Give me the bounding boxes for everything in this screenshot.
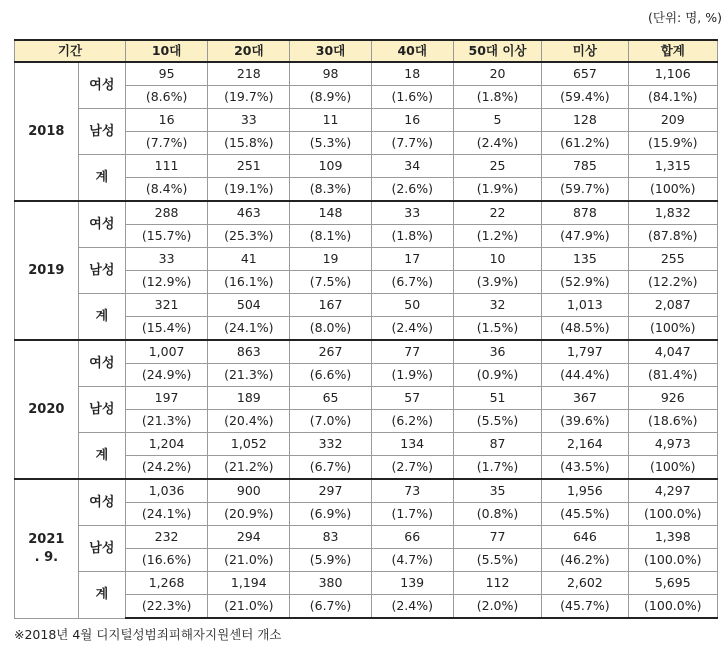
percent-cell: (1.5%)	[453, 317, 541, 341]
count-cell: 35	[453, 479, 541, 503]
count-cell: 51	[453, 387, 541, 410]
count-cell: 267	[290, 340, 371, 364]
percent-cell: (8.3%)	[290, 178, 371, 202]
header-unknown: 미상	[542, 40, 628, 62]
count-cell: 33	[208, 109, 290, 132]
count-cell: 167	[290, 294, 371, 317]
percent-cell: (22.3%)	[125, 595, 207, 619]
count-cell: 1,106	[628, 62, 717, 86]
percent-cell: (16.1%)	[208, 271, 290, 294]
count-cell: 98	[290, 62, 371, 86]
percent-cell: (59.4%)	[542, 86, 628, 109]
count-cell: 25	[453, 155, 541, 178]
count-cell: 2,087	[628, 294, 717, 317]
count-cell: 926	[628, 387, 717, 410]
percent-cell: (8.6%)	[125, 86, 207, 109]
percent-cell: (1.2%)	[453, 225, 541, 248]
table-header-row	[15, 40, 718, 62]
percent-cell: (15.9%)	[628, 132, 717, 155]
count-cell: 218	[208, 62, 290, 86]
table-row	[15, 294, 718, 317]
percent-cell: (2.4%)	[453, 132, 541, 155]
percent-cell: (100%)	[628, 456, 717, 480]
count-cell: 128	[542, 109, 628, 132]
count-cell: 288	[125, 201, 207, 225]
percent-cell: (24.9%)	[125, 364, 207, 387]
count-cell: 65	[290, 387, 371, 410]
year-label: 2018	[15, 62, 79, 201]
gender-label: 남성	[78, 526, 125, 572]
count-cell: 2,164	[542, 433, 628, 456]
year-label: 2020	[15, 340, 79, 479]
header-thirties: 30대	[290, 40, 371, 62]
percent-cell: (59.7%)	[542, 178, 628, 202]
count-cell: 297	[290, 479, 371, 503]
gender-label: 남성	[78, 248, 125, 294]
count-cell: 463	[208, 201, 290, 225]
count-cell: 5,695	[628, 572, 717, 595]
table-row	[15, 155, 718, 178]
table-row	[15, 387, 718, 410]
count-cell: 77	[371, 340, 453, 364]
count-cell: 32	[453, 294, 541, 317]
count-cell: 139	[371, 572, 453, 595]
percent-cell: (1.6%)	[371, 86, 453, 109]
count-cell: 10	[453, 248, 541, 271]
count-cell: 34	[371, 155, 453, 178]
count-cell: 41	[208, 248, 290, 271]
percent-cell: (6.7%)	[290, 456, 371, 480]
table-body	[15, 62, 718, 618]
header-twenties: 20대	[208, 40, 290, 62]
percent-cell: (47.9%)	[542, 225, 628, 248]
percent-cell: (39.6%)	[542, 410, 628, 433]
count-cell: 20	[453, 62, 541, 86]
percent-cell: (21.3%)	[125, 410, 207, 433]
count-cell: 73	[371, 479, 453, 503]
count-cell: 66	[371, 526, 453, 549]
percent-cell: (8.9%)	[290, 86, 371, 109]
percent-cell: (8.4%)	[125, 178, 207, 202]
percent-cell: (5.5%)	[453, 410, 541, 433]
percent-cell: (1.7%)	[453, 456, 541, 480]
count-cell: 197	[125, 387, 207, 410]
percent-cell: (19.1%)	[208, 178, 290, 202]
percent-cell: (0.8%)	[453, 503, 541, 526]
count-cell: 109	[290, 155, 371, 178]
percent-cell: (1.8%)	[453, 86, 541, 109]
percent-cell: (44.4%)	[542, 364, 628, 387]
percent-cell: (7.0%)	[290, 410, 371, 433]
percent-cell: (12.2%)	[628, 271, 717, 294]
percent-cell: (100%)	[628, 178, 717, 202]
percent-cell: (52.9%)	[542, 271, 628, 294]
percent-cell: (6.6%)	[290, 364, 371, 387]
header-fifties-plus: 50대 이상	[453, 40, 541, 62]
footnote: ※2018년 4월 디지털성범죄피해자지원센터 개소	[14, 627, 282, 642]
count-cell: 77	[453, 526, 541, 549]
percent-cell: (24.1%)	[125, 503, 207, 526]
table-row	[15, 201, 718, 225]
percent-cell: (46.2%)	[542, 549, 628, 572]
count-cell: 2,602	[542, 572, 628, 595]
gender-label: 여성	[78, 479, 125, 526]
count-cell: 19	[290, 248, 371, 271]
percent-cell: (2.0%)	[453, 595, 541, 619]
count-cell: 36	[453, 340, 541, 364]
percent-cell: (2.7%)	[371, 456, 453, 480]
count-cell: 1,194	[208, 572, 290, 595]
percent-cell: (21.3%)	[208, 364, 290, 387]
percent-cell: (1.9%)	[371, 364, 453, 387]
count-cell: 657	[542, 62, 628, 86]
statistics-table	[14, 39, 718, 619]
count-cell: 16	[371, 109, 453, 132]
table-row	[15, 572, 718, 595]
count-cell: 367	[542, 387, 628, 410]
count-cell: 232	[125, 526, 207, 549]
percent-cell: (6.7%)	[290, 595, 371, 619]
count-cell: 1,204	[125, 433, 207, 456]
count-cell: 50	[371, 294, 453, 317]
percent-cell: (20.9%)	[208, 503, 290, 526]
percent-cell: (21.0%)	[208, 595, 290, 619]
percent-cell: (5.3%)	[290, 132, 371, 155]
count-cell: 255	[628, 248, 717, 271]
percent-cell: (2.6%)	[371, 178, 453, 202]
table-row	[15, 62, 718, 86]
percent-cell: (6.7%)	[371, 271, 453, 294]
count-cell: 1,398	[628, 526, 717, 549]
percent-cell: (21.0%)	[208, 549, 290, 572]
count-cell: 1,956	[542, 479, 628, 503]
percent-cell: (100.0%)	[628, 595, 717, 619]
gender-label: 남성	[78, 109, 125, 155]
table-row	[15, 433, 718, 456]
count-cell: 646	[542, 526, 628, 549]
percent-cell: (87.8%)	[628, 225, 717, 248]
gender-label: 계	[78, 155, 125, 202]
count-cell: 1,797	[542, 340, 628, 364]
percent-cell: (21.2%)	[208, 456, 290, 480]
count-cell: 380	[290, 572, 371, 595]
count-cell: 321	[125, 294, 207, 317]
count-cell: 1,013	[542, 294, 628, 317]
gender-label: 남성	[78, 387, 125, 433]
count-cell: 1,832	[628, 201, 717, 225]
percent-cell: (5.5%)	[453, 549, 541, 572]
count-cell: 4,973	[628, 433, 717, 456]
gender-label: 여성	[78, 62, 125, 109]
percent-cell: (7.7%)	[125, 132, 207, 155]
count-cell: 1,036	[125, 479, 207, 503]
percent-cell: (45.5%)	[542, 503, 628, 526]
header-period: 기간	[15, 40, 126, 62]
percent-cell: (100.0%)	[628, 503, 717, 526]
count-cell: 878	[542, 201, 628, 225]
percent-cell: (81.4%)	[628, 364, 717, 387]
percent-cell: (15.7%)	[125, 225, 207, 248]
percent-cell: (5.9%)	[290, 549, 371, 572]
percent-cell: (2.4%)	[371, 595, 453, 619]
percent-cell: (12.9%)	[125, 271, 207, 294]
gender-label: 계	[78, 294, 125, 341]
percent-cell: (2.4%)	[371, 317, 453, 341]
count-cell: 209	[628, 109, 717, 132]
count-cell: 87	[453, 433, 541, 456]
table-row	[15, 526, 718, 549]
percent-cell: (1.8%)	[371, 225, 453, 248]
percent-cell: (1.9%)	[453, 178, 541, 202]
percent-cell: (4.7%)	[371, 549, 453, 572]
count-cell: 5	[453, 109, 541, 132]
percent-cell: (3.9%)	[453, 271, 541, 294]
percent-cell: (20.4%)	[208, 410, 290, 433]
count-cell: 16	[125, 109, 207, 132]
count-cell: 332	[290, 433, 371, 456]
percent-cell: (45.7%)	[542, 595, 628, 619]
percent-cell: (15.8%)	[208, 132, 290, 155]
gender-label: 여성	[78, 201, 125, 248]
count-cell: 900	[208, 479, 290, 503]
percent-cell: (8.0%)	[290, 317, 371, 341]
table-row	[15, 109, 718, 132]
header-total: 합계	[628, 40, 717, 62]
percent-cell: (61.2%)	[542, 132, 628, 155]
count-cell: 33	[371, 201, 453, 225]
count-cell: 148	[290, 201, 371, 225]
year-label: 2019	[15, 201, 79, 340]
count-cell: 1,007	[125, 340, 207, 364]
count-cell: 1,052	[208, 433, 290, 456]
count-cell: 135	[542, 248, 628, 271]
count-cell: 112	[453, 572, 541, 595]
count-cell: 18	[371, 62, 453, 86]
count-cell: 4,047	[628, 340, 717, 364]
count-cell: 17	[371, 248, 453, 271]
count-cell: 134	[371, 433, 453, 456]
table-row	[15, 479, 718, 503]
percent-cell: (1.7%)	[371, 503, 453, 526]
gender-label: 계	[78, 433, 125, 480]
count-cell: 111	[125, 155, 207, 178]
count-cell: 504	[208, 294, 290, 317]
percent-cell: (6.2%)	[371, 410, 453, 433]
percent-cell: (24.2%)	[125, 456, 207, 480]
count-cell: 251	[208, 155, 290, 178]
count-cell: 785	[542, 155, 628, 178]
percent-cell: (16.6%)	[125, 549, 207, 572]
gender-label: 계	[78, 572, 125, 619]
header-teens: 10대	[125, 40, 207, 62]
table-row	[15, 248, 718, 271]
count-cell: 1,268	[125, 572, 207, 595]
count-cell: 83	[290, 526, 371, 549]
percent-cell: (7.7%)	[371, 132, 453, 155]
percent-cell: (25.3%)	[208, 225, 290, 248]
percent-cell: (8.1%)	[290, 225, 371, 248]
count-cell: 294	[208, 526, 290, 549]
count-cell: 22	[453, 201, 541, 225]
percent-cell: (0.9%)	[453, 364, 541, 387]
percent-cell: (6.9%)	[290, 503, 371, 526]
count-cell: 33	[125, 248, 207, 271]
percent-cell: (7.5%)	[290, 271, 371, 294]
percent-cell: (43.5%)	[542, 456, 628, 480]
year-label: 2021 . 9.	[15, 479, 79, 618]
count-cell: 11	[290, 109, 371, 132]
count-cell: 863	[208, 340, 290, 364]
percent-cell: (24.1%)	[208, 317, 290, 341]
percent-cell: (15.4%)	[125, 317, 207, 341]
count-cell: 189	[208, 387, 290, 410]
count-cell: 57	[371, 387, 453, 410]
percent-cell: (18.6%)	[628, 410, 717, 433]
count-cell: 95	[125, 62, 207, 86]
percent-cell: (100%)	[628, 317, 717, 341]
unit-note: (단위: 명, %)	[648, 10, 722, 25]
gender-label: 여성	[78, 340, 125, 387]
percent-cell: (84.1%)	[628, 86, 717, 109]
header-forties: 40대	[371, 40, 453, 62]
count-cell: 4,297	[628, 479, 717, 503]
percent-cell: (100.0%)	[628, 549, 717, 572]
percent-cell: (19.7%)	[208, 86, 290, 109]
table-row	[15, 340, 718, 364]
count-cell: 1,315	[628, 155, 717, 178]
percent-cell: (48.5%)	[542, 317, 628, 341]
